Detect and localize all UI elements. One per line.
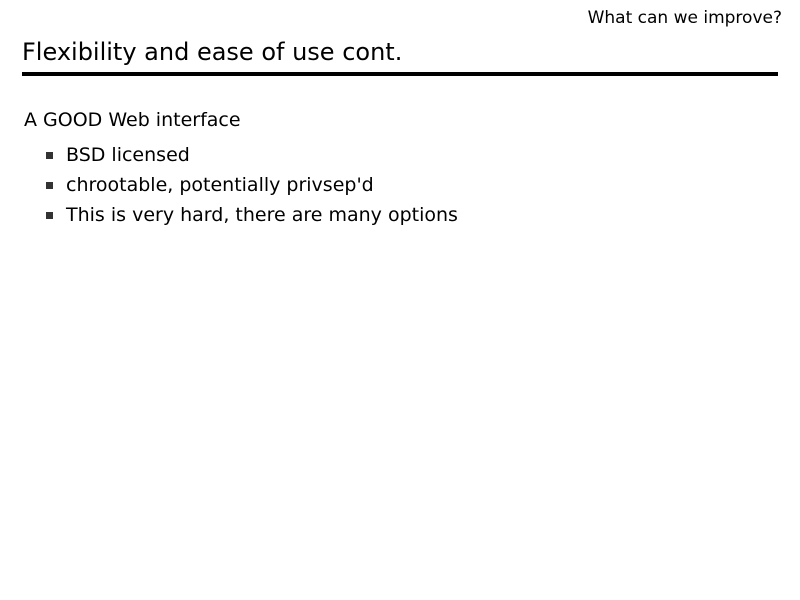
list-item: [44, 200, 776, 230]
list-item-label: chrootable, potentially privsep'd: [66, 174, 374, 196]
body-lead-text: A GOOD Web interface: [24, 109, 241, 131]
square-bullet-icon: [46, 212, 53, 219]
list-item: [44, 140, 776, 170]
bullet-list: [24, 140, 776, 230]
slide-body: [24, 108, 776, 230]
page-title: Flexibility and ease of use cont.: [22, 38, 403, 66]
list-item-label: This is very hard, there are many options: [66, 204, 458, 226]
title-divider: [22, 72, 778, 76]
slide-header-note: What can we improve?: [587, 8, 782, 28]
square-bullet-icon: [46, 182, 53, 189]
list-item: [44, 170, 776, 200]
list-item-label: BSD licensed: [66, 144, 190, 166]
square-bullet-icon: [46, 152, 53, 159]
